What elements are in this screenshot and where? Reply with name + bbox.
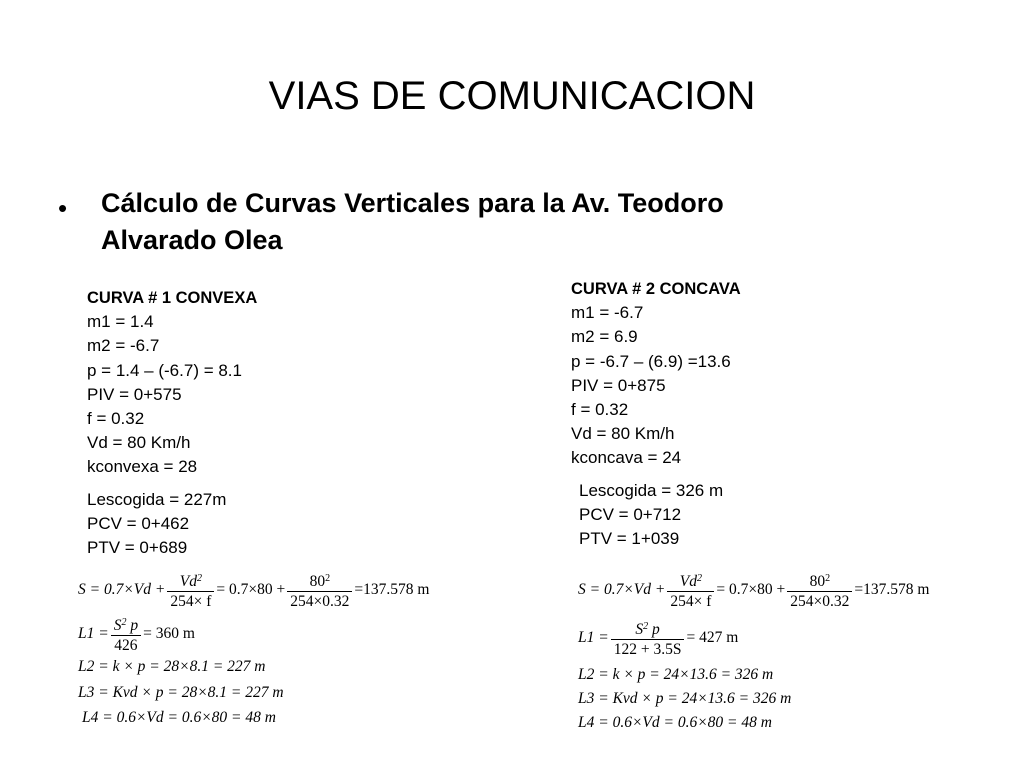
curva2-vd: Vd = 80 Km/h [571, 424, 675, 444]
fraction-numerator-tail: p [126, 617, 139, 634]
exponent: 2 [696, 573, 702, 584]
fraction [787, 570, 852, 610]
curva1-heading: CURVA # 1 CONVEXA [87, 289, 258, 307]
fraction-denominator: 254× f [167, 591, 214, 610]
formula-text: S = 0.7×Vd + [578, 581, 666, 598]
fraction-denominator: 254×0.32 [287, 591, 352, 610]
fraction-numerator: Vd [679, 573, 697, 590]
curva1-formulas [78, 568, 518, 738]
curva1-results [87, 488, 226, 561]
formula-l4: L4 = 0.6×Vd = 0.6×80 = 48 m [578, 714, 772, 731]
curva1-piv: PIV = 0+575 [87, 384, 182, 404]
formula-l2: L2 = k × p = 24×13.6 = 326 m [578, 666, 774, 683]
curva2-pcv: PCV = 0+712 [579, 505, 682, 525]
formula-l3: L3 = Kvd × p = 24×13.6 = 326 m [578, 690, 792, 707]
formula-l3: L3 = Kvd × p = 28×8.1 = 227 m [78, 684, 284, 701]
curva2-parameters [571, 277, 741, 471]
exponent: 2 [121, 617, 127, 628]
formula-l1 [578, 618, 738, 658]
fraction-numerator: 80 [809, 573, 826, 590]
fraction [667, 570, 714, 610]
fraction-numerator: Vd [179, 573, 197, 590]
exponent: 2 [325, 573, 331, 584]
curva1-m1: m1 = 1.4 [87, 312, 154, 332]
exponent: 2 [196, 573, 202, 584]
curva2-m1: m1 = -6.7 [571, 303, 644, 323]
formula-text: L1 = [78, 625, 109, 642]
fraction [111, 614, 141, 654]
slide-title: VIAS DE COMUNICACION [268, 74, 756, 118]
curva2-formulas [578, 568, 1018, 738]
formula-text: = 360 m [143, 625, 195, 642]
formula-text: = 0.7×80 + [216, 581, 286, 598]
fraction [611, 618, 685, 658]
fraction-denominator: 426 [111, 635, 140, 654]
formula-l4: L4 = 0.6×Vd = 0.6×80 = 48 m [82, 709, 276, 726]
exponent: 2 [643, 621, 649, 632]
curva1-pcv: PCV = 0+462 [87, 514, 190, 534]
bullet-icon: • [58, 193, 68, 223]
formula-l1 [78, 614, 195, 654]
fraction [167, 570, 214, 610]
curva1-parameters [87, 286, 257, 480]
curva2-p: p = -6.7 – (6.9) =13.6 [571, 351, 731, 371]
curva1-lescogida: Lescogida = 227m [87, 490, 227, 509]
fraction-numerator-tail: p [648, 621, 660, 638]
formula-text: = 427 m [686, 629, 739, 646]
curva1-k: kconvexa = 28 [87, 457, 198, 477]
fraction-denominator: 122 + 3.5S [611, 639, 685, 658]
formula-text: =137.578 m [854, 581, 930, 598]
curva2-ptv: PTV = 1+039 [579, 529, 680, 549]
curva2-m2: m2 = 6.9 [571, 327, 638, 347]
fraction [287, 570, 352, 610]
formula-text: =137.578 m [354, 581, 430, 598]
curva2-lescogida: Lescogida = 326 m [579, 481, 724, 500]
formula-sight-distance [78, 570, 429, 610]
fraction-denominator: 254× f [667, 591, 714, 610]
formula-text: S = 0.7×Vd + [78, 581, 166, 598]
bullet-text: Cálculo de Curvas Verticales para la Av. Teodoro Alvarado Olea [101, 188, 724, 255]
curva2-f: f = 0.32 [571, 400, 629, 420]
curva2-results [579, 479, 723, 552]
fraction-denominator: 254×0.32 [787, 591, 852, 610]
curva2-k: kconcava = 24 [571, 448, 682, 468]
fraction-numerator: 80 [309, 573, 326, 590]
curva1-ptv: PTV = 0+689 [87, 538, 188, 558]
curva1-vd: Vd = 80 Km/h [87, 433, 191, 453]
fraction-numerator: S [113, 617, 122, 634]
curva1-f: f = 0.32 [87, 409, 145, 429]
curva2-heading: CURVA # 2 CONCAVA [571, 280, 741, 298]
formula-sight-distance [578, 570, 929, 610]
curva1-m2: m2 = -6.7 [87, 336, 160, 356]
curva1-p: p = 1.4 – (-6.7) = 8.1 [87, 360, 242, 380]
formula-text: L1 = [578, 629, 609, 646]
formula-l2: L2 = k × p = 28×8.1 = 227 m [78, 658, 266, 675]
fraction-numerator: S [635, 621, 644, 638]
formula-text: = 0.7×80 + [716, 581, 786, 598]
exponent: 2 [825, 573, 831, 584]
curva2-piv: PIV = 0+875 [571, 375, 666, 395]
